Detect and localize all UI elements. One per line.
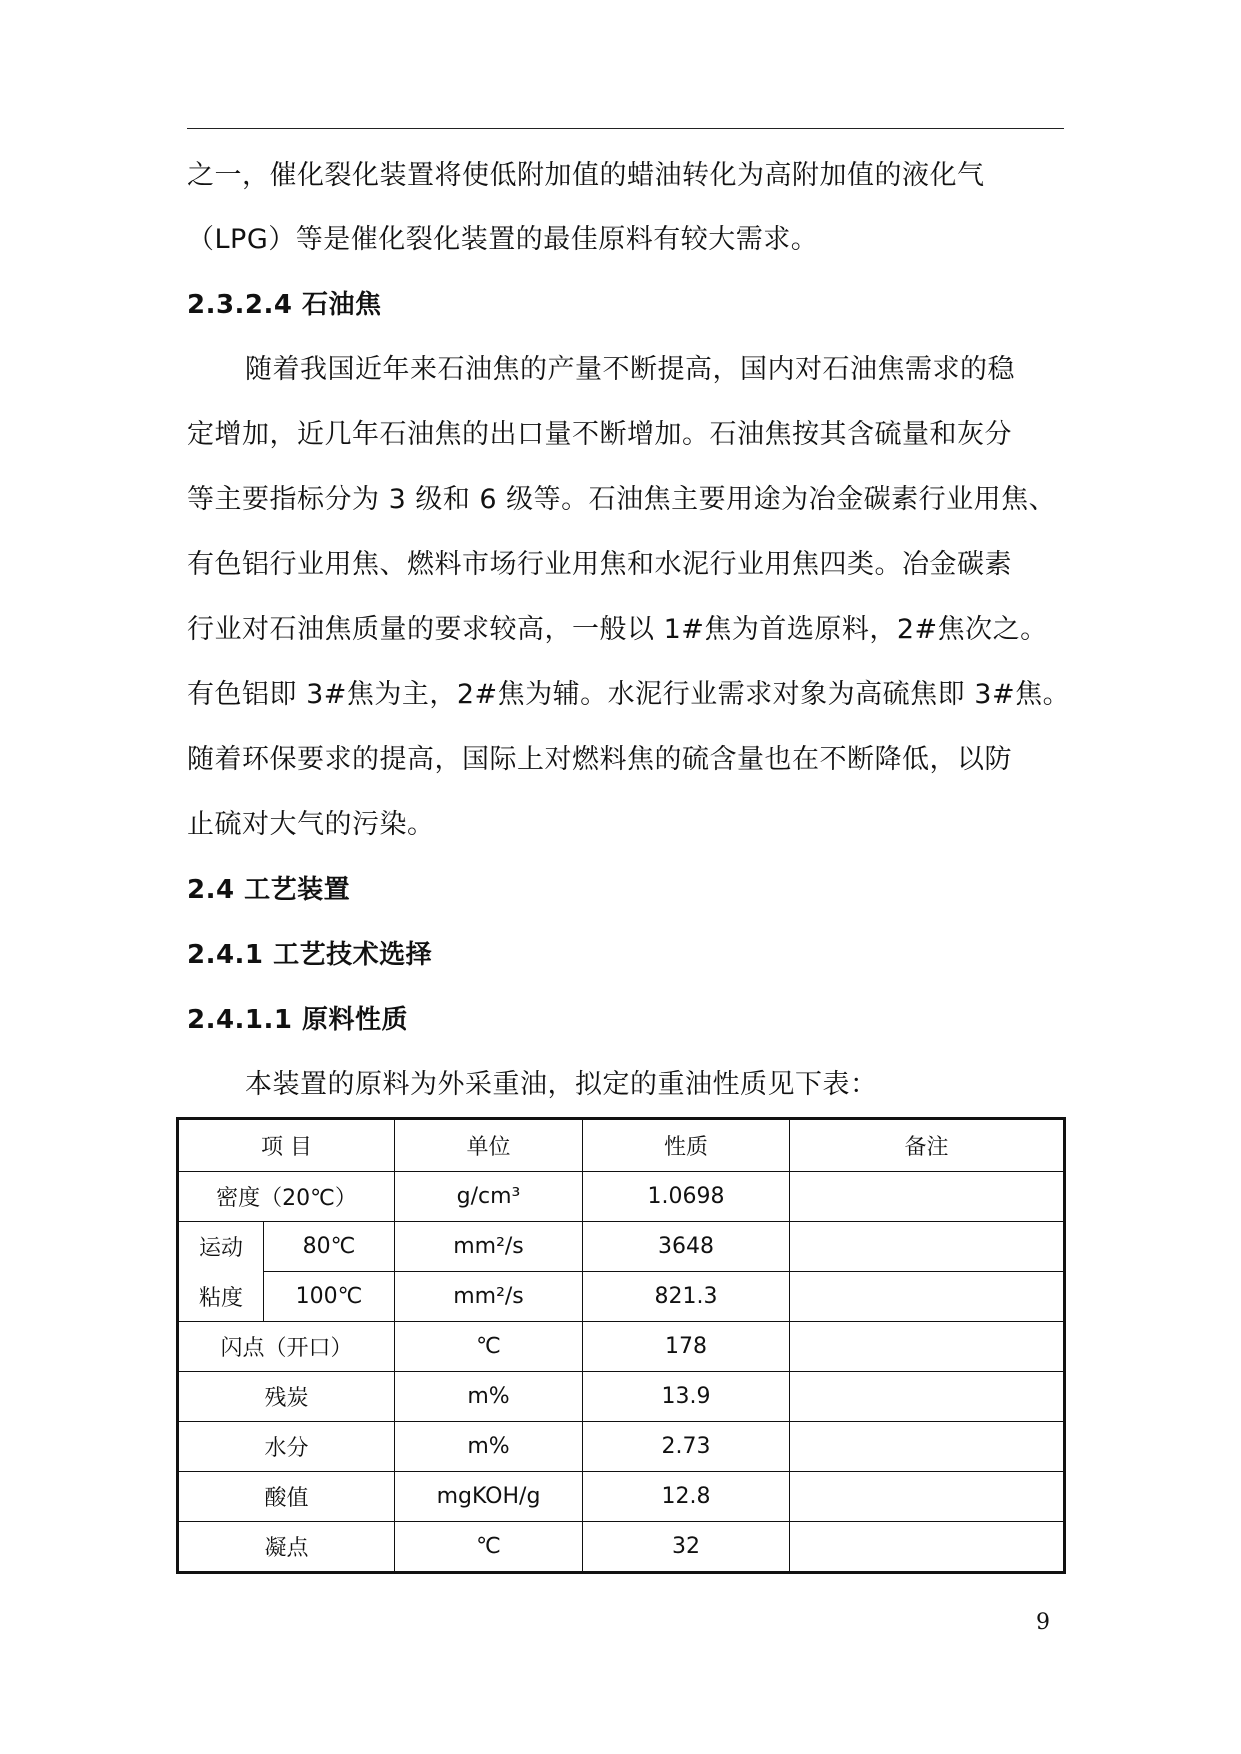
cell-value: 13.9 [583, 1372, 790, 1422]
cell-item: 残炭 [178, 1372, 395, 1422]
cell-value: 32 [583, 1522, 790, 1573]
table-row [178, 1522, 1065, 1573]
paragraph-line: 随着环保要求的提高，国际上对燃料焦的硫含量也在不断降低，以防 [187, 744, 1012, 775]
cell-value: 2.73 [583, 1422, 790, 1472]
cell-item: 闪点（开口） [178, 1322, 395, 1372]
paragraph-line: 等主要指标分为 3 级和 6 级等。石油焦主要用途为冶金碳素行业用焦、 [187, 484, 1057, 515]
cell-unit: ℃ [395, 1522, 583, 1573]
cell-value: 178 [583, 1322, 790, 1372]
cell-item: 密度（20℃） [178, 1172, 395, 1222]
section-heading-2324: 2.3.2.4 石油焦 [187, 290, 382, 320]
paragraph-line: 本装置的原料为外采重油，拟定的重油性质见下表： [245, 1069, 878, 1100]
table-row [178, 1322, 1065, 1372]
header-value: 性质 [583, 1119, 790, 1172]
table-row [178, 1372, 1065, 1422]
cell-value: 1.0698 [583, 1172, 790, 1222]
cell-value: 3648 [583, 1222, 790, 1272]
cell-note [790, 1172, 1065, 1222]
cell-note [790, 1372, 1065, 1422]
cell-unit: mm²/s [395, 1222, 583, 1272]
section-heading-2411: 2.4.1.1 原料性质 [187, 1005, 409, 1035]
cell-item: 运动 [178, 1222, 264, 1272]
cell-sub: 80℃ [264, 1222, 395, 1272]
feedstock-properties-table [176, 1117, 1066, 1574]
cell-unit: g/cm³ [395, 1172, 583, 1222]
cell-note [790, 1472, 1065, 1522]
cell-item: 酸值 [178, 1472, 395, 1522]
table-header-row [178, 1119, 1065, 1172]
cell-unit: m% [395, 1372, 583, 1422]
header-item: 项 目 [178, 1119, 395, 1172]
cell-unit: ℃ [395, 1322, 583, 1372]
header-rule [187, 128, 1064, 129]
cell-item: 凝点 [178, 1522, 395, 1573]
table-row [178, 1472, 1065, 1522]
paragraph-line: 随着我国近年来石油焦的产量不断提高，国内对石油焦需求的稳 [245, 354, 1015, 385]
table-row [178, 1272, 1065, 1322]
cell-note [790, 1322, 1065, 1372]
cell-unit: m% [395, 1422, 583, 1472]
cell-unit: mgKOH/g [395, 1472, 583, 1522]
cell-item: 水分 [178, 1422, 395, 1472]
cell-unit: mm²/s [395, 1272, 583, 1322]
cell-item: 粘度 [178, 1272, 264, 1322]
paragraph-line: 之一，催化裂化装置将使低附加值的蜡油转化为高附加值的液化气 [187, 160, 985, 191]
paragraph-line: 有色铝即 3#焦为主，2#焦为辅。水泥行业需求对象为高硫焦即 3#焦。 [187, 679, 1071, 710]
section-heading-24: 2.4 工艺装置 [187, 875, 351, 905]
table-row [178, 1422, 1065, 1472]
header-unit: 单位 [395, 1119, 583, 1172]
cell-note [790, 1222, 1065, 1272]
paragraph-line: 行业对石油焦质量的要求较高，一般以 1#焦为首选原料，2#焦次之。 [187, 614, 1048, 645]
cell-note [790, 1522, 1065, 1573]
cell-note [790, 1272, 1065, 1322]
paragraph-line: （LPG）等是催化裂化装置的最佳原料有较大需求。 [187, 224, 819, 255]
paragraph-line: 有色铝行业用焦、燃料市场行业用焦和水泥行业用焦四类。冶金碳素 [187, 549, 1012, 580]
table-row [178, 1172, 1065, 1222]
page-number: 9 [1036, 1610, 1050, 1635]
cell-sub: 100℃ [264, 1272, 395, 1322]
cell-value: 821.3 [583, 1272, 790, 1322]
paragraph-line: 止硫对大气的污染。 [187, 809, 435, 840]
cell-value: 12.8 [583, 1472, 790, 1522]
section-heading-241: 2.4.1 工艺技术选择 [187, 940, 433, 970]
cell-note [790, 1422, 1065, 1472]
paragraph-line: 定增加，近几年石油焦的出口量不断增加。石油焦按其含硫量和灰分 [187, 419, 1012, 450]
table-row [178, 1222, 1065, 1272]
header-note: 备注 [790, 1119, 1065, 1172]
